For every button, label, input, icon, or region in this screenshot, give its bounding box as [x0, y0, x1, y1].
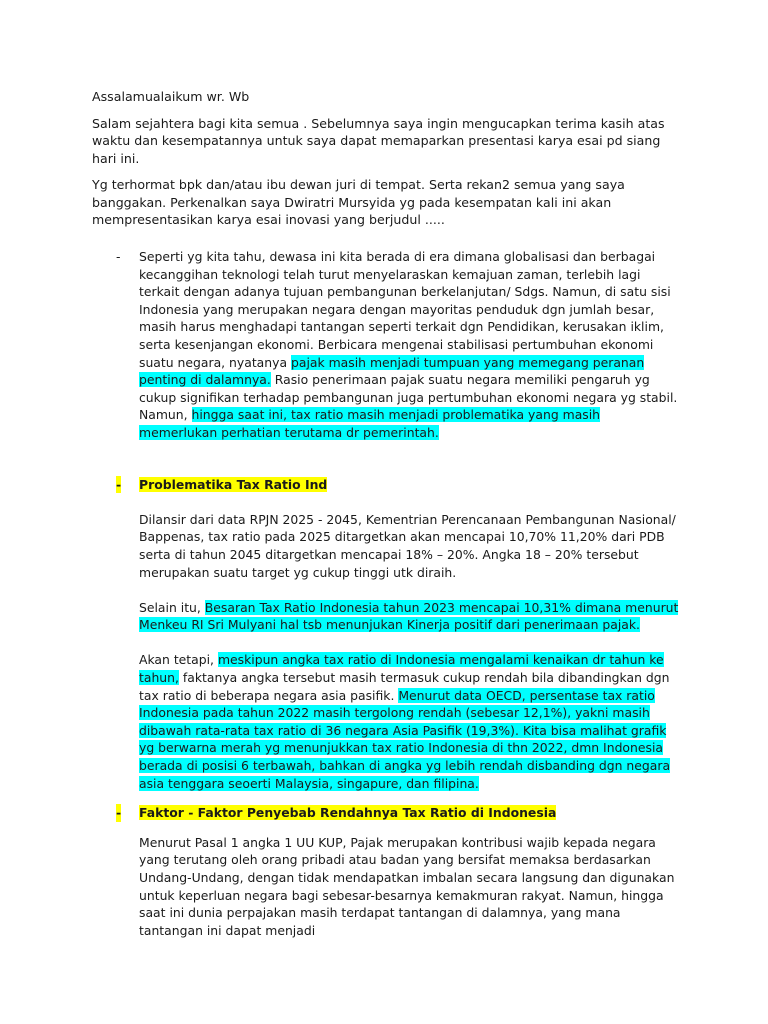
section3-paragraph-1: Menurut Pasal 1 angka 1 UU KUP, Pajak merupakan kontribusi wajib kepada negara yang terutang oleh orang pribadi atau badan yang bersifat memaksa berdasarkan Undang-Undang, dengan tidak mendapatkan imbalan secara langsung dan digunakan untuk keperluan negara bagi sebesar-besarnya kemakmuran rakyat. Namun, hingga saat ini dunia perpajakan masih terdapat tantangan di dalamnya, yang mana tantangan ini dapat menjadi — [139, 834, 675, 938]
section1-highlight-1: pajak masih menjadi tumpuan yang memegang peranan penting di dalamnya. — [139, 354, 645, 388]
section2-paragraph-2 — [139, 599, 682, 634]
section2-p3-highlight-2: Menurut data OECD, persentase tax ratio Indonesia pada tahun 2022 masih tergolong rendah (sebesar 12,1%), yakni masih dibawah rata-rata tax ratio di 36 negara Asia Pasifik (19,3%). Kita bisa malihat grafik yg berwarna merah yg menunjukkan tax ratio Indonesia di thn 2022, dmn Indonesia berada di posisi 6 terbawah, bahkan di angka yg lebih rendah disbanding dgn negara asia tenggara seoerti Malaysia, singapure, dan filipina. — [139, 687, 671, 791]
greeting: Assalamualaikum wr. Wb — [92, 89, 250, 104]
section2-heading — [139, 476, 682, 494]
section2-paragraph-3 — [139, 651, 682, 792]
section2-heading-text: Problematika Tax Ratio Ind — [139, 476, 328, 492]
section1-highlight-2: hingga saat ini, tax ratio masih menjadi problematika yang masih memerlukan perhatian terutama dr pemerintah. — [139, 407, 601, 440]
bullet-marker: - — [116, 476, 122, 492]
section3-heading-text: Faktor - Faktor Penyebab Rendahnya Tax Ratio di Indonesia — [139, 805, 557, 821]
intro-paragraph-2: Yg terhormat bpk dan/atau ibu dewan juri di tempat. Serta rekan2 semua yang saya banggakan. Perkenalkan saya Dwiratri Mursyida yg pada kesempatan kali ini akan mempresentasikan karya esai inovasi yang berjudul ..... — [92, 177, 625, 227]
section1-paragraph — [139, 248, 682, 442]
section1-text-2: Rasio penerimaan pajak suatu negara memiliki pengaruh yg cukup signifikan terhadap pembangunan juga pertumbuhan ekonomi negara yg stabil. Namun, — [139, 372, 678, 423]
intro-section — [92, 88, 682, 238]
bullet-list — [116, 248, 682, 939]
bullet-marker: - — [116, 805, 122, 821]
bullet-marker: - — [116, 249, 121, 264]
list-item-problematika — [116, 476, 682, 793]
section2-p3-text-1: Akan tetapi, — [139, 652, 218, 668]
section2-p3-text-2: faktanya angka tersebut masih termasuk cukup rendah bila dibandingkan dgn tax ratio di beberapa negara asia pasifik. — [139, 670, 670, 703]
intro-paragraph-1: Salam sejahtera bagi kita semua . Sebelumnya saya ingin mengucapkan terima kasih atas waktu dan kesempatannya untuk saya dapat memaparkan presentasi karya esai pd siang hari ini. — [92, 115, 665, 166]
section3-heading — [139, 804, 682, 822]
section2-p2-text: Selain itu, — [139, 599, 205, 615]
section2-p3-highlight-1: meskipun angka tax ratio di Indonesia mengalami kenaikan dr tahun ke tahun, — [139, 652, 664, 686]
section1-text-1: Seperti yg kita tahu, dewasa ini kita berada di era dimana globalisasi dan berbagai kecanggihan teknologi telah turut menyelaraskan kemajuan zaman, terlebih lagi terkait dengan adanya tujuan pembangunan berkelanjutan/ Sdgs. Namun, di satu sisi Indonesia yang merupakan negara dengan mayoritas penduduk dgn jumlah besar, masih harus menghadapi tantangan seperti terkait dgn Pendidikan, kerusakan iklim, serta kesenjangan ekonomi. Berbicara mengenai stabilisasi pertumbuhan ekonomi suatu negara, nyatanya — [139, 249, 671, 370]
list-item-faktor — [116, 804, 682, 939]
list-item-intro — [116, 248, 682, 442]
section2-paragraph-1: Dilansir dari data RPJN 2025 - 2045, Kementrian Perencanaan Pembangunan Nasional/ Bappenas, tax ratio pada 2025 ditargetkan akan mencapai 10,70% 11,20% dari PDB serta di tahun 2045 ditargetkan mencapai 18% – 20%. Angka 18 – 20% tersebut merupakan suatu target yg cukup tinggi utk diraih. — [139, 511, 676, 580]
section2-p2-highlight: Besaran Tax Ratio Indonesia tahun 2023 mencapai 10,31% dimana menurut Menkeu RI Sri Mulyani hal tsb menunjukan Kinerja positif dari penerimaan pajak. — [139, 599, 679, 633]
